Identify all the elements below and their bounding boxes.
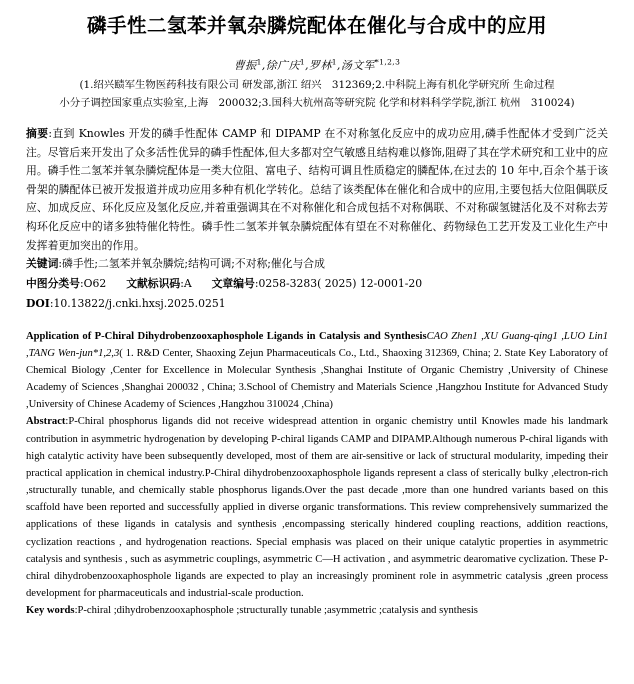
- author-affil-marker: 1: [331, 57, 337, 67]
- chinese-keywords: [26, 255, 608, 274]
- chinese-keywords-label: 关键词: [26, 257, 59, 271]
- author-affil-marker: 1: [256, 57, 262, 67]
- chinese-abstract-label: 摘要: [26, 127, 49, 141]
- english-abstract-label: Abstract: [26, 416, 66, 428]
- document-code-value: :A: [180, 276, 192, 290]
- clc-label: 中图分类号: [26, 276, 80, 290]
- chinese-abstract-text: :直到 Knowles 开发的磷手性配体 CAMP 和 DIPAMP 在不对称氢化反应中的成功应用,磷手性配体才受到广泛关注。尽管后来开发出了众多活性优异的磷手性配体,但大多都对空气敏感且结构难以修饰,阻碍了其在学术研究和工业中的应用。磷手性二氢苯并氧杂膦烷配体是一类大位阻、富电子、结构可调且性质稳定的膦配体,在过去的 10 年中,百余个基于该骨架的膦配体已被开发报道并成功应用多种有机化学转化。总结了该类配体在催化和合成中的应用,主要包括大位阻偶联反应、加成反应、环化反应及氢化反应,并着重强调其在不对称催化和合成包括不对称偶联、不对称碳氢键活化及不对称去芳构环化反应中的诸多独特催化特性。磷手性二氢苯并氧杂膦烷配体有望在不对称催化、药物绿色工艺开发及工业化生产中发挥着更加突出的作用。: [26, 127, 608, 252]
- english-section: [26, 328, 608, 620]
- article-id-label: 文章编号: [211, 276, 255, 290]
- author-name: 曹振: [233, 59, 257, 73]
- publication-metadata-line: [26, 274, 608, 295]
- english-keywords: [26, 602, 608, 619]
- english-keywords-text: :P-chiral ;dihydrobenzooxaphosphole ;structurally tunable ;asymmetric ;catalysis and synthesis: [74, 605, 478, 617]
- page-title: 磷手性二氢苯并氧杂膦烷配体在催化与合成中的应用: [86, 14, 547, 37]
- doi-value: :10.13822/j.cnki.hxsj.2025.0251: [49, 297, 226, 311]
- english-abstract-text: :P-Chiral phosphorus ligands did not receive widespread attention in organic chemistry until Knowles made his landmark contribution in asymmetric hydrogenation by developing P-chiral ligands CAMP and DIPAMP.Although numerous P-chiral ligands with high catalytic activity have been subsequently developed, most of them are air-sensitive or lack of structural modularity, impeding their practical application in chemical industry.P-Chiral dihydrobenzooxaphosphole ligands represent a class of sterically bulky ,electron-rich ,structurally tunable, and chemically stable phosphorus ligands.Over the past decade ,more than one hundred variants based on this scaffold have been reported and successfully applied in diverse organic transformations. This review comprehensively summarized the applications of these ligands in catalysis and synthesis ,encompassing sterically hindered coupling reactions, addition reactions, cyclization reactions , and hydrogenation reactions. Special emphasis was placed on their unique catalytic properties in asymmetric catalysis and synthesis , such as asymmetric couplings, asymmetric C—H activation , and asymmetric dearomative cyclization. These P-chiral dihydrobenzooxaphosphole ligands are expected to play an increasingly prominent role in asymmetric catalysis ,green process development for pharmaceuticals and industrial-scale production.: [26, 416, 608, 600]
- document-code-label: 文献标识码: [126, 276, 181, 290]
- author-name: 徐广庆: [265, 59, 300, 73]
- english-title-authors-affiliations: [26, 328, 608, 414]
- author-name: 罗林: [308, 59, 332, 73]
- doi-label: DOI: [26, 297, 50, 311]
- chinese-abstract: [26, 125, 608, 255]
- english-affiliations: ( 1. R&D Center, Shaoxing Zejun Pharmaceuticals Co., Ltd., Shaoxing 312369, China; 2. State Key Laboratory of Chemical Biology ,Center for Excellence in Molecular Synthesis ,Shanghai Institute of Organic Chemistry ,University of Chinese Academy of Sciences ,Shanghai 200032 , China; 3.School of Chemistry and Materials Science ,Hangzhou Institute for Advanced Study ,University of Chinese Academy of Sciences ,Hangzhou 310024 ,China): [26, 347, 608, 411]
- chinese-affiliation-line-2: 小分子调控国家重点实验室,上海 200032;3.国科大杭州高等研究院 化学和材料科学学院,浙江 杭州 310024): [59, 97, 575, 110]
- english-title: Application of P-Chiral Dihydrobenzooxaphosphole Ligands in Catalysis and Synthesis: [26, 330, 427, 342]
- english-author-list: CAO Zhen1 ,XU Guang-qing1 ,LUO Lin1 ,TANG Wen-jun*1,2,3: [26, 330, 608, 359]
- english-abstract: [26, 413, 608, 602]
- clc-value: :O62: [79, 276, 107, 290]
- chinese-keywords-text: :磷手性;二氢苯并氧杂膦烷;结构可调;不对称;催化与合成: [58, 257, 325, 271]
- chinese-abstract-section: [26, 125, 608, 315]
- english-keywords-label: Key words: [26, 605, 75, 617]
- author-affil-marker: 1: [299, 57, 306, 67]
- doi-line: [26, 294, 608, 315]
- chinese-affiliation-line-1: (1.绍兴赜军生物医药科技有限公司 研发部,浙江 绍兴 312369;2.中科院上海有机化学研究所 生命过程: [79, 79, 555, 92]
- article-id-value: :0258-3283( 2025) 12-0001-20: [254, 276, 423, 290]
- author-affil-marker: *1,2,3: [375, 57, 401, 67]
- chinese-author-list: 曹振$^1$,徐广庆$^1$,罗林$^1$,汤文军$^{*1,2,3}$: [233, 57, 401, 73]
- author-name: 汤文军: [340, 59, 376, 73]
